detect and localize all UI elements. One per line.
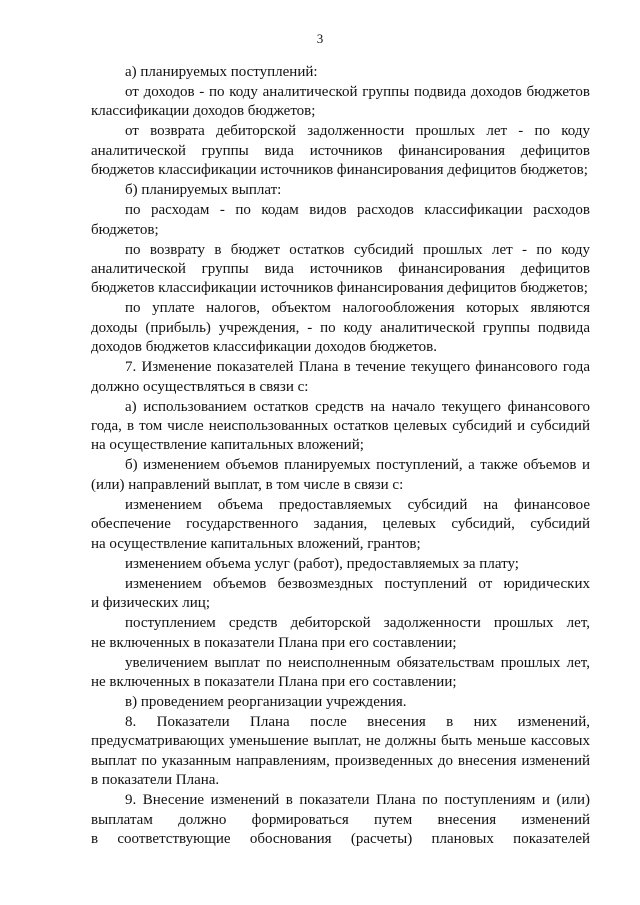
text-line: не включенных в показатели Плана при его составлении; bbox=[91, 673, 457, 690]
text-line: 7. Изменение показателей Плана в течение текущего финансового года bbox=[125, 359, 590, 376]
paragraph bbox=[91, 575, 590, 614]
text-line: доходы (прибыль) учреждения, - по коду аналитической группы подвида bbox=[91, 319, 590, 336]
paragraph bbox=[91, 63, 590, 82]
text-line: поступлением средств дебиторской задолженности прошлых лет, bbox=[125, 615, 590, 632]
text-line: 8. Показатели Плана после внесения в них изменений, bbox=[125, 713, 590, 730]
paragraph bbox=[91, 241, 590, 299]
text-line: увеличением выплат по неисполненным обязательствам прошлых лет, bbox=[125, 654, 590, 671]
paragraph bbox=[91, 791, 590, 849]
paragraph bbox=[91, 83, 590, 122]
text-line: 9. Внесение изменений в показатели Плана по поступлениям и (или) bbox=[125, 792, 590, 809]
text-line: изменением объемов безвозмездных поступлений от юридических bbox=[125, 575, 590, 592]
text-line: аналитической группы вида источников финансирования дефицитов bbox=[91, 142, 590, 159]
text-line: по уплате налогов, объектом налогообложения которых являются bbox=[125, 300, 590, 317]
paragraph bbox=[91, 122, 590, 180]
document-body bbox=[91, 63, 590, 850]
paragraph bbox=[91, 201, 590, 240]
text-line: должно осуществляться в связи с: bbox=[91, 378, 309, 395]
text-line: предусматривающих уменьшение выплат, не должны быть меньше кассовых bbox=[91, 733, 590, 750]
text-line: бюджетов классификации источников финансирования дефицитов бюджетов; bbox=[91, 162, 588, 179]
text-line: а) планируемых поступлений: bbox=[125, 64, 318, 80]
paragraph bbox=[91, 555, 590, 574]
text-line: б) планируемых выплат: bbox=[125, 182, 282, 199]
text-line: доходов бюджетов классификации доходов бюджетов. bbox=[91, 339, 437, 356]
text-line: от доходов - по коду аналитической группы подвида доходов бюджетов bbox=[125, 84, 590, 100]
paragraph bbox=[91, 693, 590, 712]
text-line: в показатели Плана. bbox=[91, 772, 220, 789]
text-line: на осуществление капитальных вложений; bbox=[91, 437, 364, 454]
text-line: изменением объема услуг (работ), предоставляемых за плату; bbox=[125, 555, 519, 572]
text-line: аналитической группы вида источников финансирования дефицитов bbox=[91, 261, 590, 278]
text-line: бюджетов классификации источников финансирования дефицитов бюджетов; bbox=[91, 280, 588, 297]
text-line: в) проведением реорганизации учреждения. bbox=[125, 693, 407, 710]
text-line: классификации доходов бюджетов; bbox=[91, 103, 316, 120]
text-line: и физических лиц; bbox=[91, 595, 210, 612]
paragraph bbox=[91, 713, 590, 791]
page-number: 3 bbox=[316, 31, 324, 46]
paragraph bbox=[91, 358, 590, 397]
text-line: по возврату в бюджет остатков субсидий прошлых лет - по коду bbox=[125, 241, 590, 258]
text-line: в соответствующие обоснования (расчеты) плановых показателей bbox=[91, 830, 590, 847]
paragraph bbox=[91, 456, 590, 495]
paragraph bbox=[91, 181, 590, 200]
text-line: изменением объема предоставляемых субсидий на финансовое bbox=[125, 496, 590, 513]
text-line: бюджетов; bbox=[91, 221, 159, 238]
paragraph bbox=[91, 398, 590, 456]
text-line: обеспечение государственного задания, целевых субсидий, субсидий bbox=[91, 516, 590, 533]
text-line: выплат по указанным направлениям, произведенных до внесения изменений bbox=[91, 752, 590, 769]
paragraph bbox=[91, 496, 590, 554]
text-line: (или) направлений выплат, в том числе в связи с: bbox=[91, 476, 404, 493]
text-line: не включенных в показатели Плана при его составлении; bbox=[91, 634, 457, 651]
text-line: выплатам должно формироваться путем внесения изменений bbox=[91, 811, 590, 828]
paragraph bbox=[91, 654, 590, 693]
text-line: б) изменением объемов планируемых поступлений, а также объемов и bbox=[125, 457, 590, 474]
paragraph bbox=[91, 299, 590, 357]
text-line: а) использованием остатков средств на начало текущего финансового bbox=[125, 398, 590, 415]
text-line: по расходам - по кодам видов расходов классификации расходов bbox=[125, 202, 590, 219]
text-line: от возврата дебиторской задолженности прошлых лет - по коду bbox=[125, 123, 590, 140]
text-line: на осуществление капитальных вложений, грантов; bbox=[91, 535, 421, 552]
text-line: года, в том числе неиспользованных остатков целевых субсидий и субсидий bbox=[91, 418, 590, 435]
paragraph bbox=[91, 614, 590, 653]
